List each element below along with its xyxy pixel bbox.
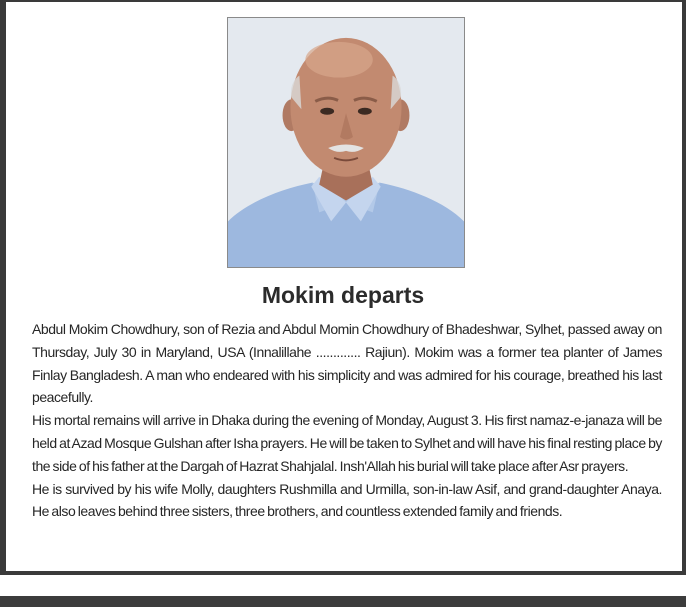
paragraph-death-notice: Abdul Mokim Chowdhury, son of Rezia and Abdul Momin Chowdhury of Bhadeshwar, Sylhet, passed away on Thursday, July 30 in Maryland, USA (Innalillahe ............. Rajiun). Mokim was a former tea planter of James Finlay Bangladesh. A man who endeared with his simplicity and was admired for his courage, breathed his last peacefully. xyxy=(32,321,662,406)
headline: Mokim departs xyxy=(261,282,425,308)
paragraph-survivors: He is survived by his wife Molly, daughters Rushmilla and Urmilla, son-in-law Asif, and grand-daughter Anaya. He also leaves behind three sisters, three brothers, and countless extended family and friends. xyxy=(32,480,662,520)
portrait-illustration xyxy=(228,18,464,267)
article-body xyxy=(32,318,662,523)
bottom-divider-bar xyxy=(0,596,686,607)
paragraph-funeral-arrangements: His mortal remains will arrive in Dhaka during the evening of Monday, August 3. His first namaz-e-janaza will be held at Azad Mosque Gulshan after Isha prayers. He will be taken to Sylhet and will have his final resting place by the side of his father at the Dargah of Hazrat Shahjalal. Insh'Allah his burial will take place after Asr prayers. xyxy=(32,412,662,474)
portrait-photo xyxy=(227,17,465,268)
